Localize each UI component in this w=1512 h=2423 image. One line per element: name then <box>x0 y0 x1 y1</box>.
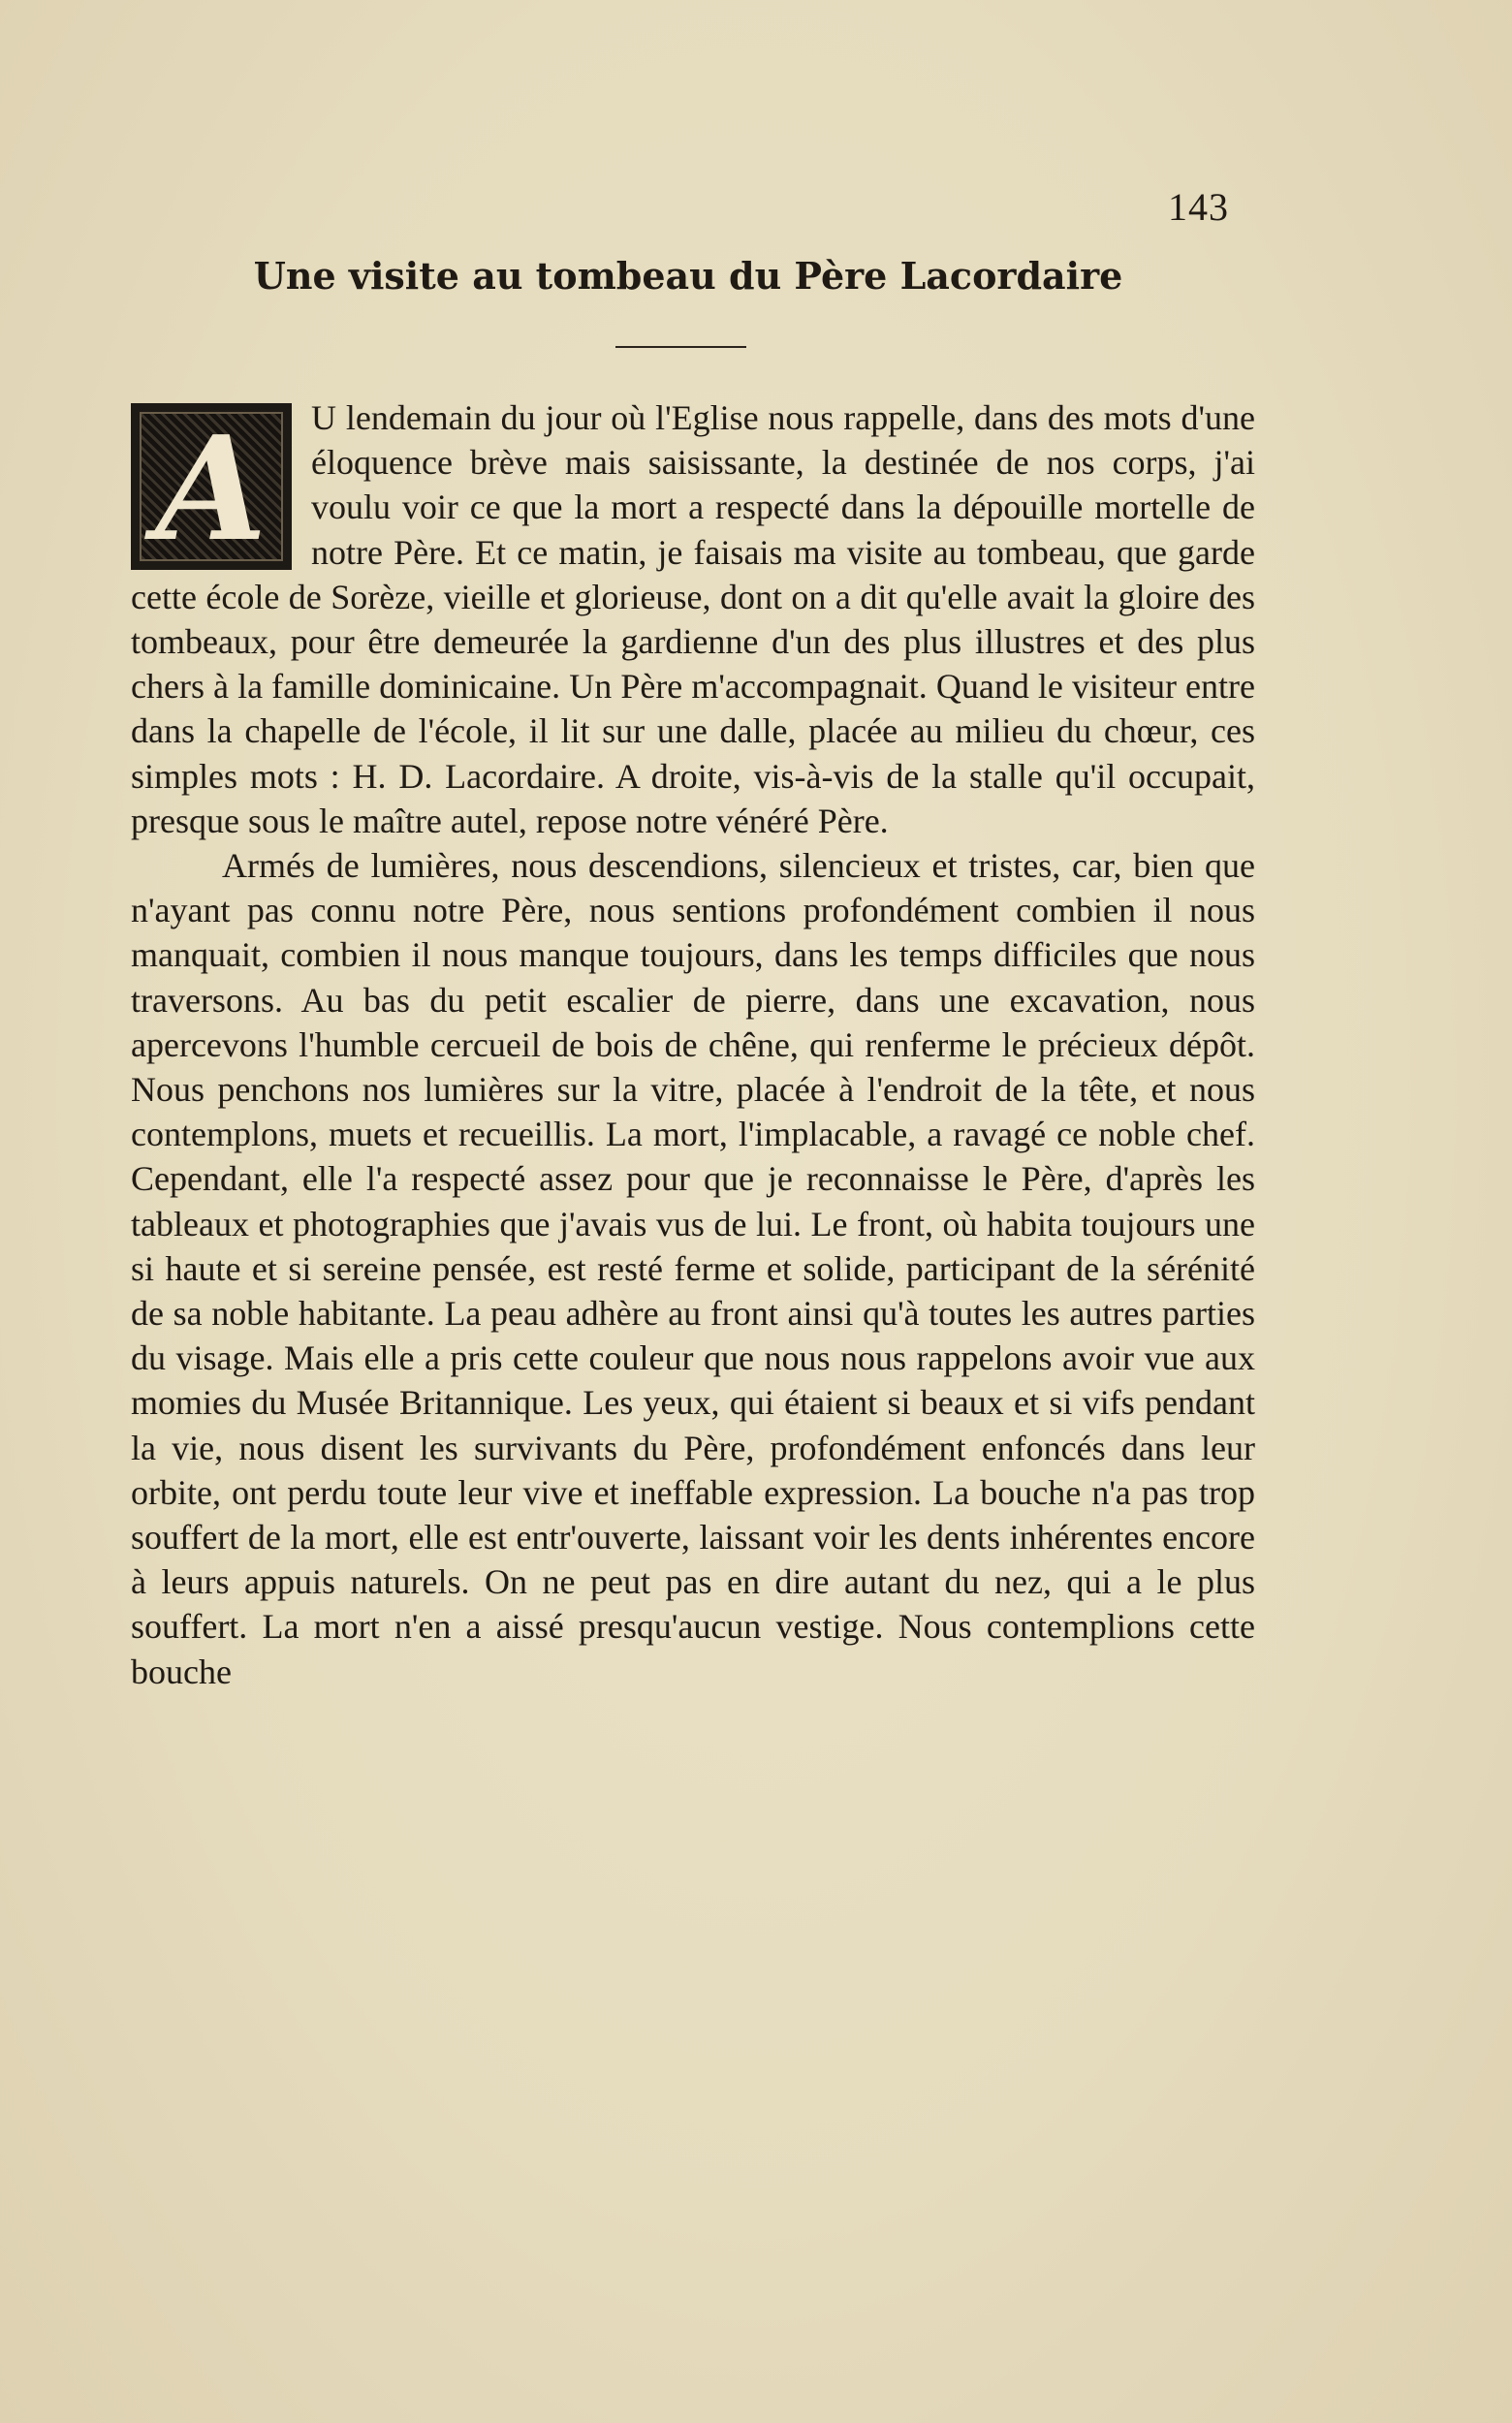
article-title: Une visite au tombeau du Père Lacordaire <box>253 254 1123 298</box>
paragraph-2: Armés de lumières, nous descendions, silencieux et tristes, car, bien que n'ayant pas connu notre Père, nous sentions profondément combien il nous manquait, combien il nous manque toujours, dans les temps difficiles que nous traversons. Au bas du petit escalier de pierre, dans une excavation, nous apercevons l'humble cercueil de bois de chêne, qui renferme le précieux dépôt. Nous penchons nos lumières sur la vitre, placée à l'endroit de la tête, et nous contemplons, muets et recueillis. La mort, l'implacable, a ravagé ce noble chef. Cependant, elle l'a respecté assez pour que je reconnaisse le Père, d'après les tableaux et photographies que j'avais vus de lui. Le front, où habita toujours une si haute et si sereine pensée, est resté ferme et solide, participant de la sérénité de sa noble habitante. La peau adhère au front ainsi qu'à toutes les autres parties du visage. Mais elle a pris cette couleur que nous nous rappelons avoir vue aux momies du Musée Britannique. Les yeux, qui étaient si beaux et si vifs pendant la vie, nous disent les survivants du Père, profondément enfoncés dans leur orbite, ont perdu toute leur vive et ineffable expression. La bouche n'a pas trop souffert de la mort, elle est entr'ouverte, laissant voir les dents inhérentes encore à leurs appuis naturels. On ne peut pas en dire autant du nez, qui a le plus souffert. La mort n'en a aissé presqu'aucun vestige. Nous contemplions cette bouche <box>131 846 1255 1691</box>
body-text <box>131 395 1255 1694</box>
drop-cap-letter: A <box>155 404 268 573</box>
paragraph-1: U lendemain du jour où l'Eglise nous rappelle, dans des mots d'une éloquence brève mais saisissante, la destinée de nos corps, j'ai voulu voir ce que la mort a respecté dans la dépouille mortelle de notre Père. Et ce matin, je faisais ma visite au tombeau, que garde cette école de Sorèze, vieille et glorieuse, dont on a dit qu'elle avait la gloire des tombeaux, pour être demeurée la gardienne d'un des plus illustres et des plus chers à la famille dominicaine. Un Père m'accompagnait. Quand le visiteur entre dans la chapelle de l'école, il lit sur une dalle, placée au milieu du chœur, ces simples mots : H. D. Lacordaire. A droite, vis-à-vis de la stalle qu'il occupait, presque sous le maître autel, repose notre vénéré Père. <box>131 398 1255 840</box>
page-number: 143 <box>1168 185 1229 229</box>
drop-cap-ornament <box>131 403 292 573</box>
title-rule <box>615 346 746 348</box>
